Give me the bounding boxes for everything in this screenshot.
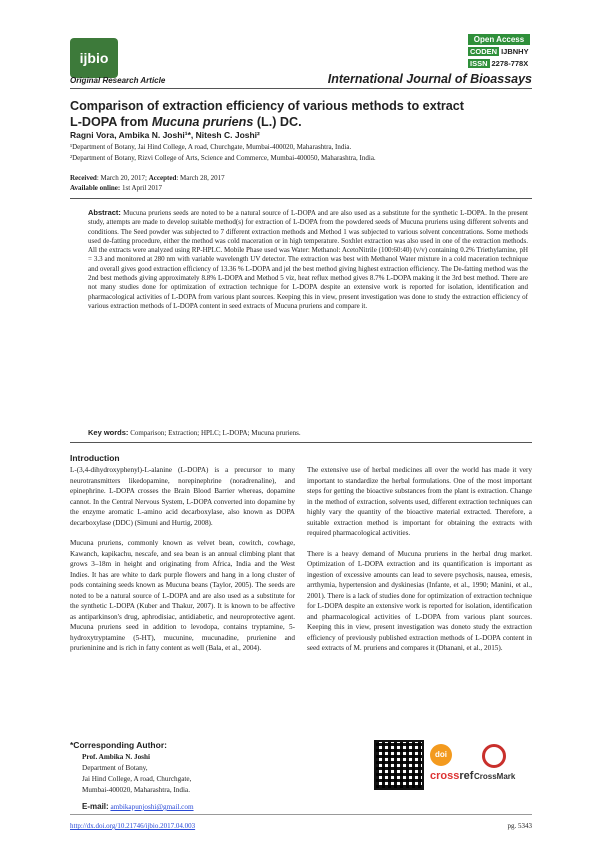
- author-list: Ragni Vora, Ambika N. Joshi¹*, Nitesh C. Joshi²: [70, 130, 260, 140]
- journal-name: International Journal of Bioassays: [327, 72, 532, 86]
- right-column: [307, 465, 532, 654]
- corresponding-author-city: Mumbai-400020, Maharashtra, India.: [82, 786, 190, 794]
- article-type: Original Research Article: [70, 76, 166, 85]
- corresponding-author-dept: Department of Botany,: [82, 764, 148, 772]
- doi-logo[interactable]: doi: [430, 744, 452, 766]
- received-accepted-dates: Received: March 20, 2017; Accepted: March 28, 2017: [70, 174, 225, 182]
- title-line-1: Comparison of extraction efficiency of various methods to extract: [70, 99, 464, 113]
- header-rule: [70, 88, 532, 89]
- coden-value: IJBNHY: [501, 47, 529, 56]
- qr-code: [374, 740, 424, 790]
- journal-logo: ijbio: [70, 38, 118, 78]
- email-link[interactable]: ambikapunjoshi@gmail.com: [110, 803, 194, 811]
- email-label: E-mail:: [82, 802, 109, 811]
- crossref-logo[interactable]: crossref: [430, 770, 474, 782]
- article-title: [70, 98, 532, 130]
- title-line-2: L-DOPA from Mucuna pruriens (L.) DC.: [70, 115, 302, 129]
- left-paragraph-1: L-(3,4-dihydroxyphenyl)-L-alanine (L-DOPA) is a precursor to many neurotransmitters likedopamine, norepinephrine (noradrenaline), and epinephrine. L-DOPA crosses the Brain Blood Barrier whereas, dopamine cannot. In the Central Nervous System, L-DOPA converted into dopamine by the enzyme aromatic L-amino acid decarboxylase, also known as DOPA decarboxylase (DDC) (Simuni and Hurtig, 2008).: [70, 466, 295, 527]
- corresponding-author-title: *Corresponding Author:: [70, 740, 167, 750]
- issn-line: [468, 59, 530, 69]
- affiliation-2: ²Department of Botany, Rizvi College of Arts, Science and Commerce, Mumbai-400050, Maharashtra, India.: [70, 154, 376, 162]
- left-paragraph-2: Mucuna pruriens, commonly known as velvet bean, cowitch, cowhage, Kawanch, kapikachu, nescafe, and sea bean is an annual climbing plant that grows 3–18m in height and originating from Africa, India and the West Indies. It has are white to dark purple flowers and hang in a long cluster of pods containing seeds known as Mucuna beans (Taylor, 2005). The seeds are noted to be a natural source of L-DOPA and are also used as a substitute for the synthetic L-DOPA (Kuber and Thakur, 2007). It is known to be affective as antiparkinson's drug, aphrodisiac, antidiabetic, and neuroprotective agent. Mucuna pruriens seed in addition to levodopa, contains tryptamine, 5-hydroxytryptamine (5-HT), mucunine, mucunadine, prurienine and prurieninine and is rich in fatty content as well (Bala, et al., 2004).: [70, 539, 295, 652]
- keywords-label: Key words:: [88, 428, 129, 437]
- footer-rule: [70, 814, 532, 815]
- corresponding-author-name: Prof. Ambika N. Joshi: [82, 753, 150, 761]
- right-paragraph-2: There is a heavy demand of Mucuna pruriens in the herbal drug market. Optimization of L-DOPA extraction and its quantification is important as ingestion of excessive amounts can lead to severe psychosis, nausea, emesis, arrthymia, hypertension and dyskinesias (Infante, et al., 1990; Manini, et al., 2001). There is a lack of studies done for optimization of extraction technique for L-DOPA despite an extensive work is reported for isolation, identification and pharmacological activities of L-DOPA from various plant sources. Keeping this in view, present investigation was doneto study the extraction efficiency of previously published extraction methods of L-DOPA content in seed extracts of M. pruriens and compares it (Dhanani, et al., 2015).: [307, 549, 532, 652]
- corresponding-author-college: Jai Hind College, A road, Churchgate,: [82, 775, 192, 783]
- page-number: pg. 5343: [507, 822, 532, 830]
- affiliation-1: ¹Department of Botany, Jai Hind College, A road, Churchgate, Mumbai-400020, Maharashtra, India.: [70, 143, 352, 151]
- abstract-label: Abstract:: [88, 208, 121, 217]
- abstract-text: Mucuna pruriens seeds are noted to be a natural source of L-DOPA and are also used as a substitute for the synthetic L-DOPA. In the present study, attempts are made to develop suitable method(s) for extraction of L-DOPA from the powdered seeds of Mucuna pruriens using different solvents and conditions. The Seed powder was subjected to 7 different extraction methods and Method 1 was subjected to various solvent concentrations. Some methods used de-fatting procedure, either the method was cold maceration or in high temperature. Soxhlet extraction was also used in one of the extraction methods. All the extracts were analyzed using RP-HPLC. Mobile Phase used was Water: Methanol: AcetoNitrile (100:60:40) (v/v) containing 0.2% Triethylamine, pH = 3.3 and monitored at 280 nm with variable wavelength UV detector. The extraction was best with Methanol Water mixture in a cold maceration technique and overall gives good extraction efficiency of 13.36 % L-DOPA and jel the best method giving highest extraction efficiency. The De-fatting method was the 2nd best methods giving approximately 8.8% L-DOPA and Method 5 viz, heat reflux method gives 8.7% L-DOPA making it the 3rd best method. There are not many studies done for optimization of extraction technique for L-DOPA despite an extensive work is reported for isolation, identification and pharmacological activities of L-DOPA from various plant sources. Keeping this in view, present investigation was done to study the extraction efficiency of various extraction methods of L-DOPA content in seed extracts of Mucuna pruriens and compare it.: [88, 209, 528, 310]
- coden-line: [468, 47, 530, 57]
- title-species: Mucuna pruriens: [151, 115, 254, 129]
- introduction-heading: Introduction: [70, 453, 120, 463]
- doi-link[interactable]: http://dx.doi.org/10.21746/ijbio.2017.04.003: [70, 822, 196, 830]
- issn-tag: ISSN: [470, 59, 488, 68]
- title-rule: [70, 198, 532, 199]
- crossmark-icon[interactable]: [482, 744, 506, 768]
- issn-value: 2278-778X: [491, 59, 529, 68]
- keywords: [88, 428, 528, 437]
- open-access-badge: Open Access: [468, 34, 530, 45]
- email-line: [82, 802, 194, 811]
- coden-tag: CODEN: [470, 47, 498, 56]
- keywords-text: Comparison; Extraction; HPLC; L-DOPA; Mucuna pruriens.: [128, 429, 301, 437]
- available-online-date: Available online: 1st April 2017: [70, 184, 163, 192]
- crossmark-label[interactable]: CrossMark: [474, 772, 516, 781]
- abstract: [88, 208, 528, 311]
- abstract-rule: [70, 442, 532, 443]
- right-paragraph-1: The extensive use of herbal medicines all over the world has made it very important to standardize the herbal formulations. One of the most important steps for getting the bioactive substances from the plant is extraction. Change in the method of extraction, solvents used, different extraction techniques can highly vary the quantity of the bioactive material extracted. Therefore, a suitable extraction method is important for obtaining the extracts with required pharmacological activities.: [307, 466, 532, 537]
- left-column: [70, 465, 295, 654]
